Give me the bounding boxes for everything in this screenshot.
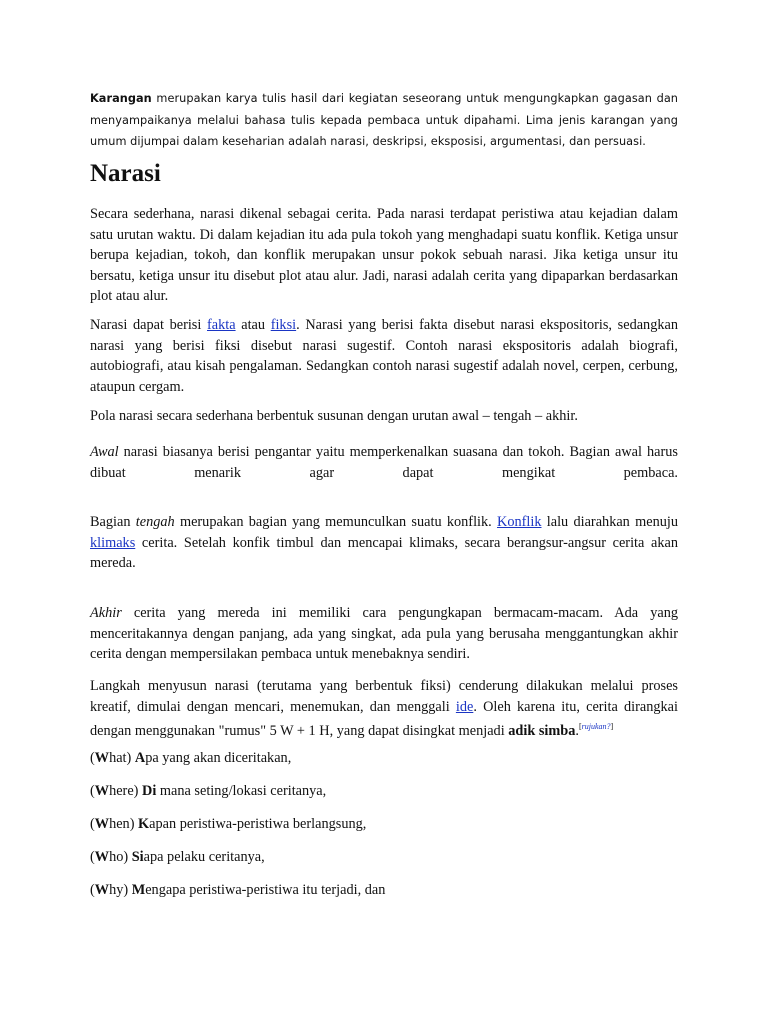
list-item-rest: hen) bbox=[109, 816, 139, 832]
p5-text-d: cerita. Setelah konfik timbul dan mencapai klimaks, secara berangsur-angsur cerita akan mereda. bbox=[90, 534, 678, 572]
list-item-bold: Si bbox=[131, 849, 144, 865]
ref-bracket-close: ] bbox=[610, 722, 614, 732]
list-item bbox=[90, 748, 291, 768]
p7-text-c: . bbox=[575, 723, 579, 740]
paragraph-akhir bbox=[90, 603, 678, 665]
list-item bbox=[90, 814, 366, 834]
p6-text: cerita yang mereda ini memiliki cara pengungkapan bermacam-macam. Ada yang menceritakannya dengan panjang, ada yang singkat, ada pula yang berusaha menggantungkan akhir cerita dengan mempersilakan pembaca untuk menebaknya sendiri. bbox=[90, 605, 678, 663]
list-item-text: pa yang akan diceritakan, bbox=[145, 750, 292, 766]
intro-paragraph bbox=[90, 88, 678, 153]
paragraph-tengah bbox=[90, 512, 678, 574]
list-item-bold: K bbox=[138, 816, 150, 832]
list-item-rest: here) bbox=[109, 783, 142, 799]
p5-text-b: merupakan bagian yang memunculkan suatu konflik. bbox=[174, 514, 498, 530]
p6-emphasis: Akhir bbox=[90, 605, 122, 621]
p7-text-b: . Oleh karena itu, cerita dirangkai dengan menggunakan "rumus" 5 W + 1 H, yang dapat disingkat menjadi bbox=[90, 698, 678, 740]
list-item-open: ( bbox=[90, 849, 95, 865]
p7-text-a: Langkah menyusun narasi (terutama yang berbentuk fiksi) cenderung dilakukan melalui proses kreatif, dimulai dengan mencari, menemukan, dan menggali bbox=[90, 678, 678, 715]
paragraph-pattern: Pola narasi secara sederhana berbentuk susunan dengan urutan awal – tengah – akhir. bbox=[90, 408, 578, 424]
list-item-bold: Di bbox=[142, 783, 157, 799]
list-item-key: W bbox=[94, 882, 110, 898]
list-item-open: ( bbox=[90, 783, 95, 799]
p5-text-c: lalu diarahkan menuju bbox=[541, 514, 678, 530]
link-klimaks[interactable]: klimaks bbox=[90, 534, 136, 551]
link-fakta[interactable]: fakta bbox=[207, 317, 236, 333]
paragraph-types bbox=[90, 315, 678, 397]
list-item-open: ( bbox=[90, 816, 95, 832]
list-item-rest: hat) bbox=[109, 750, 135, 766]
ref-bracket-open: [ bbox=[578, 722, 582, 732]
list-item-open: ( bbox=[90, 882, 95, 898]
link-ide[interactable]: ide bbox=[455, 698, 474, 715]
p7-strong: adik simba bbox=[508, 723, 576, 740]
intro-text: merupakan karya tulis hasil dari kegiatan seseorang untuk mengungkapkan gagasan dan menyampaikanya melalui bahasa tulis kepada pembaca untuk dipahami. Lima jenis karangan yang umum dijumpai dalam keseharian adalah narasi, deskripsi, eksposisi, argumentasi, dan persuasi. bbox=[90, 92, 678, 148]
list-item-text: apa pelaku ceritanya, bbox=[143, 849, 265, 865]
p4-emphasis: Awal bbox=[90, 444, 119, 460]
list-item-text: engapa peristiwa-peristiwa itu terjadi, dan bbox=[145, 882, 386, 898]
list-item-key: W bbox=[94, 750, 110, 766]
list-item-key: W bbox=[94, 783, 110, 799]
paragraph-definition: Secara sederhana, narasi dikenal sebagai cerita. Pada narasi terdapat peristiwa atau kejadian dalam satu urutan waktu. Di dalam kejadian itu ada pula tokoh yang menghadapi suatu konflik. Ketiga unsur berupa kejadian, tokoh, dan konflik merupakan unsur pokok sebuah narasi. Jika ketiga unsur itu bersatu, ketiga unsur itu disebut plot atau alur. Jadi, narasi adalah cerita yang dipaparkan berdasarkan plot atau alur. bbox=[90, 206, 678, 305]
p4-text: narasi biasanya berisi pengantar yaitu memperkenalkan suasana dan tokoh. Bagian awal harus dibuat menarik agar dapat mengikat pembaca. bbox=[90, 444, 678, 481]
list-item-key: W bbox=[94, 816, 110, 832]
p5-text-a: Bagian bbox=[90, 514, 136, 530]
p2-text-c: . Narasi yang berisi fakta disebut narasi ekspositoris, sedangkan narasi yang berisi fiksi disebut narasi sugestif. Contoh narasi ekspositoris adalah biografi, autobiografi, atau kisah pengalaman. Sedangkan contoh narasi sugestif adalah novel, cerpen, cerbung, ataupun cergam. bbox=[90, 317, 678, 395]
p2-text-a: Narasi dapat berisi bbox=[90, 317, 207, 333]
list-item-open: ( bbox=[90, 750, 95, 766]
citation-needed bbox=[579, 722, 613, 731]
list-item bbox=[90, 880, 385, 900]
list-item-bold: M bbox=[131, 882, 146, 898]
section-heading: Narasi bbox=[90, 160, 161, 187]
list-item-rest: ho) bbox=[109, 849, 132, 865]
link-rujukan[interactable]: rujukan? bbox=[581, 722, 611, 732]
link-konflik[interactable]: Konflik bbox=[497, 514, 542, 530]
paragraph-steps bbox=[90, 676, 678, 742]
list-item-text: mana seting/lokasi ceritanya, bbox=[156, 783, 327, 799]
p2-text-b: atau bbox=[235, 317, 271, 333]
p5-emphasis: tengah bbox=[135, 514, 175, 530]
list-item-rest: hy) bbox=[109, 882, 132, 898]
list-item bbox=[90, 847, 265, 867]
paragraph-awal bbox=[90, 442, 678, 483]
list-item-text: apan peristiwa-peristiwa berlangsung, bbox=[149, 816, 367, 832]
link-fiksi[interactable]: fiksi bbox=[270, 317, 297, 333]
list-item-bold: A bbox=[134, 750, 146, 766]
intro-term: Karangan bbox=[90, 92, 152, 105]
list-item-key: W bbox=[94, 849, 110, 865]
list-item bbox=[90, 781, 326, 801]
